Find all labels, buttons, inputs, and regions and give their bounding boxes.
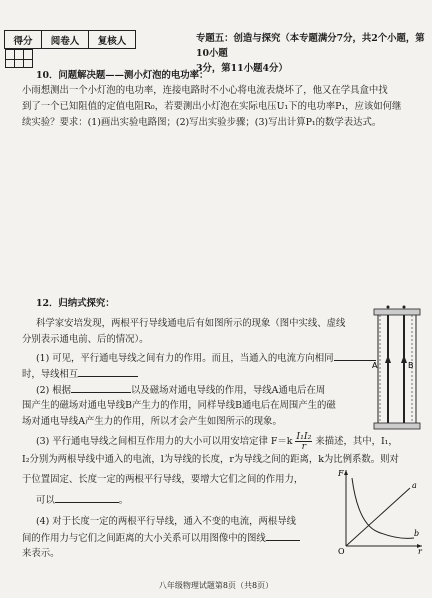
q12-part3-text-4: 可以 [36, 495, 55, 506]
q12-part3-line1 [36, 432, 398, 451]
formula-numerator: I₁I₂ [296, 431, 312, 442]
q10-answer-area[interactable] [22, 135, 422, 295]
q12-part1-text: (1) 可见，平行通电导线之间有力的作用。而且，当通入的电流方向相同 [36, 353, 334, 364]
curve-a-label: a [412, 481, 417, 490]
topic-header [196, 31, 428, 76]
q12-part3-line2: I₂分别为两根导线中通入的电流，l为导线的长度，r为导线之间的距离，k为比例系数。则对 [22, 454, 399, 465]
reviewer-header-cell: 复核人 [89, 31, 136, 49]
force-distance-graph [338, 466, 424, 554]
q12-part3-text: (3) 平行通电导线之间相互作用力的大小可以用安培定律 F＝k [36, 436, 293, 447]
q12-part4-line1: (4) 对于长度一定的两根平行导线，通入不变的电流，两根导线 [36, 516, 297, 527]
q12-part2-line1 [36, 382, 325, 398]
q12-intro-1: 科学家安培发现，两根平行导线通电后有如图所示的现象（图中实线、虚线 [36, 318, 346, 329]
q12-part2-text: (2) 根据 [36, 385, 72, 396]
q12-title: 12．归纳式探究： [36, 298, 115, 309]
y-axis-label: F [338, 469, 344, 478]
q12-part2-line3: 场对通电导线A产生力的作用，所以才会产生如图所示的现象。 [22, 416, 282, 427]
q12-part2-blank[interactable] [71, 382, 131, 393]
q12-part3-text-end: 来描述，其中，I₁， [315, 436, 398, 447]
reviewer-input-cell[interactable] [23, 50, 32, 68]
q12-part3-text-4-end: 。 [118, 495, 129, 506]
page-footer: 八年级物理试题第8页（共8页） [158, 581, 274, 590]
score-header-cell: 得分 [5, 31, 42, 49]
q12-part1-line2 [22, 366, 138, 382]
wire-label-a: A [372, 361, 378, 370]
x-axis-label: r [418, 547, 422, 554]
curve-b-label: b [414, 529, 420, 538]
topic-header-line-2: 3分，第11小题4分） [196, 63, 288, 74]
formula [295, 432, 312, 451]
origin-label: O [338, 547, 345, 554]
q12-part4-text: 间的作用力与它们之间距离的大小关系可以用图像中的图线 [22, 533, 266, 544]
grader-header-cell: 阅卷人 [42, 31, 89, 49]
formula-denominator: r [301, 441, 307, 452]
parallel-wires-figure [372, 305, 422, 433]
score-table [4, 30, 136, 63]
q12-part3-line3: 于位置固定、长度一定的两根平行导线，要增大它们之间的作用力， [22, 474, 304, 485]
q10-line-3: 续实验？要求：(1)画出实验电路图；(2)写出实验步骤；(3)写出计算P₁的数学表达式。 [22, 117, 382, 128]
curve-b [352, 478, 414, 538]
q10-line-1: 小雨想测出一个小灯泡的电功率，连接电路时不小心将电流表烧坏了，他又在学具盒中找 [22, 85, 388, 96]
q12-part4-line2 [22, 530, 300, 546]
q12-part1-text-2: 时，导线相互 [22, 369, 79, 380]
q12-part3-blank[interactable] [55, 492, 119, 503]
q10-line-2: 到了一个已知阻值的定值电阻R₀，若要测出小灯泡在实际电压U₁下的电功率P₁，应该如何继 [22, 101, 402, 112]
topic-header-line-1: 专题五：创造与探究（本专题满分7分，共2个小题，第10小题 [196, 33, 425, 59]
q12-part1-blank[interactable] [334, 350, 376, 361]
q12-part4-line3: 来表示。 [22, 548, 60, 559]
q12-part1-line1 [36, 350, 376, 366]
wire-label-b: B [408, 361, 414, 370]
q12-part3-line4 [36, 492, 128, 508]
q12-part4-blank[interactable] [266, 530, 300, 541]
q10-title: 10．问题解决题——测小灯泡的电功率： [36, 70, 209, 81]
score-input-cell[interactable] [5, 50, 14, 68]
q12-part2-text-end: 以及磁场对通电导线的作用，导线A通电后在周 [131, 385, 326, 396]
q12-part2-line2: 围产生的磁场对通电导线B产生力的作用，同样导线B通电后在周围产生的磁 [22, 400, 336, 411]
q12-intro-2: 分别表示通电前、后的情况）。 [22, 334, 149, 345]
q12-part1-blank-2[interactable] [78, 366, 138, 377]
grader-input-cell[interactable] [14, 50, 23, 68]
